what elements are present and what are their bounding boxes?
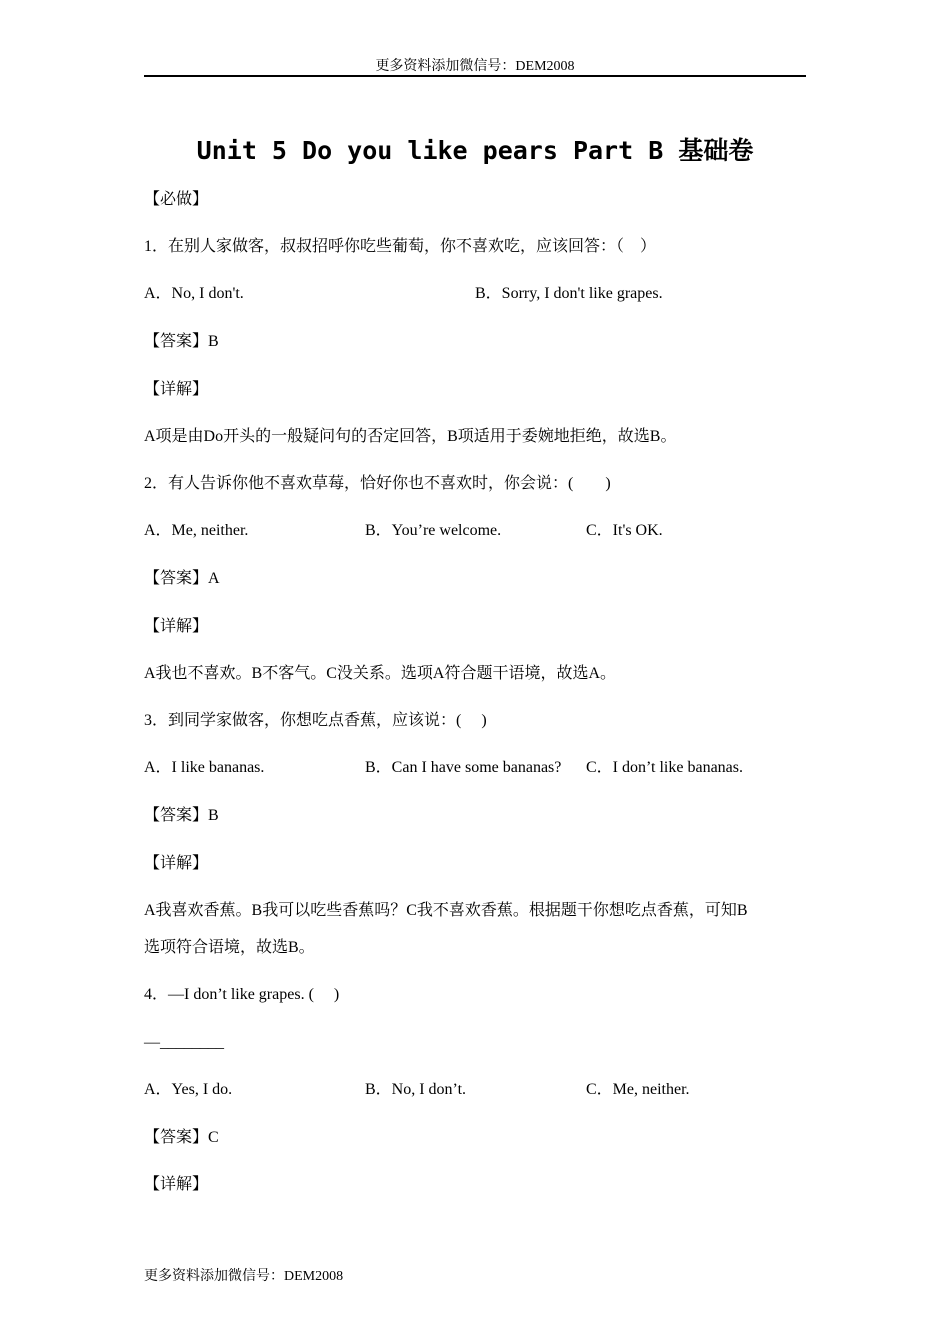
question-4-detail-label: 【详解】 xyxy=(144,1176,209,1193)
question-2-option-b: B．You’re welcome. xyxy=(365,522,502,539)
question-2-detail: A我也不喜欢。B不客气。C没关系。选项A符合题干语境，故选A。 xyxy=(144,665,617,682)
question-1-stem: 1．在别人家做客，叔叔招呼你吃些葡萄，你不喜欢吃，应该回答：（ ） xyxy=(144,238,657,255)
question-4-blank: —________ xyxy=(144,1034,224,1051)
question-4-option-b: B．No, I don’t. xyxy=(365,1081,467,1098)
question-2-answer: 【答案】A xyxy=(144,570,220,587)
page-footer: 更多资料添加微信号：DEM2008 xyxy=(144,1269,344,1284)
question-3-answer: 【答案】B xyxy=(144,807,219,824)
question-2-detail-label: 【详解】 xyxy=(144,618,209,635)
question-3-option-c: C．I don’t like bananas. xyxy=(586,759,744,776)
question-3-detail-label: 【详解】 xyxy=(144,855,209,872)
section-label: 【必做】 xyxy=(144,191,209,208)
question-1-answer: 【答案】B xyxy=(144,333,219,350)
question-2-option-c: C．It's OK. xyxy=(586,522,663,539)
question-3-detail-line-2: 选项符合语境，故选B。 xyxy=(144,939,315,956)
question-3-option-b: B．Can I have some bananas? xyxy=(365,759,562,776)
question-1-detail: A项是由Do开头的一般疑问句的否定回答，B项适用于委婉地拒绝，故选B。 xyxy=(144,428,677,445)
question-1-detail-label: 【详解】 xyxy=(144,381,209,398)
question-3-stem: 3．到同学家做客，你想吃点香蕉，应该说：( ) xyxy=(144,712,487,729)
question-3-option-a: A．I like bananas. xyxy=(144,759,265,776)
question-4-option-a: A．Yes, I do. xyxy=(144,1081,233,1098)
question-2-option-a: A．Me, neither. xyxy=(144,522,249,539)
document-title: Unit 5 Do you like pears Part B 基础卷 xyxy=(196,136,754,165)
question-2-stem: 2．有人告诉你他不喜欢草莓，恰好你也不喜欢时，你会说：( ) xyxy=(144,475,611,492)
question-1-option-a: A．No, I don't. xyxy=(144,285,244,302)
question-3-detail-line-1: A我喜欢香蕉。B我可以吃些香蕉吗？C我不喜欢香蕉。根据题干你想吃点香蕉，可知B xyxy=(144,902,748,919)
page-header: 更多资料添加微信号：DEM2008 xyxy=(375,59,575,74)
question-4-option-c: C．Me, neither. xyxy=(586,1081,690,1098)
header-divider xyxy=(144,75,806,77)
question-4-answer: 【答案】C xyxy=(144,1129,219,1146)
question-4-stem: 4．—I don’t like grapes. ( ) xyxy=(144,986,340,1003)
question-1-option-b: B．Sorry, I don't like grapes. xyxy=(475,285,663,302)
